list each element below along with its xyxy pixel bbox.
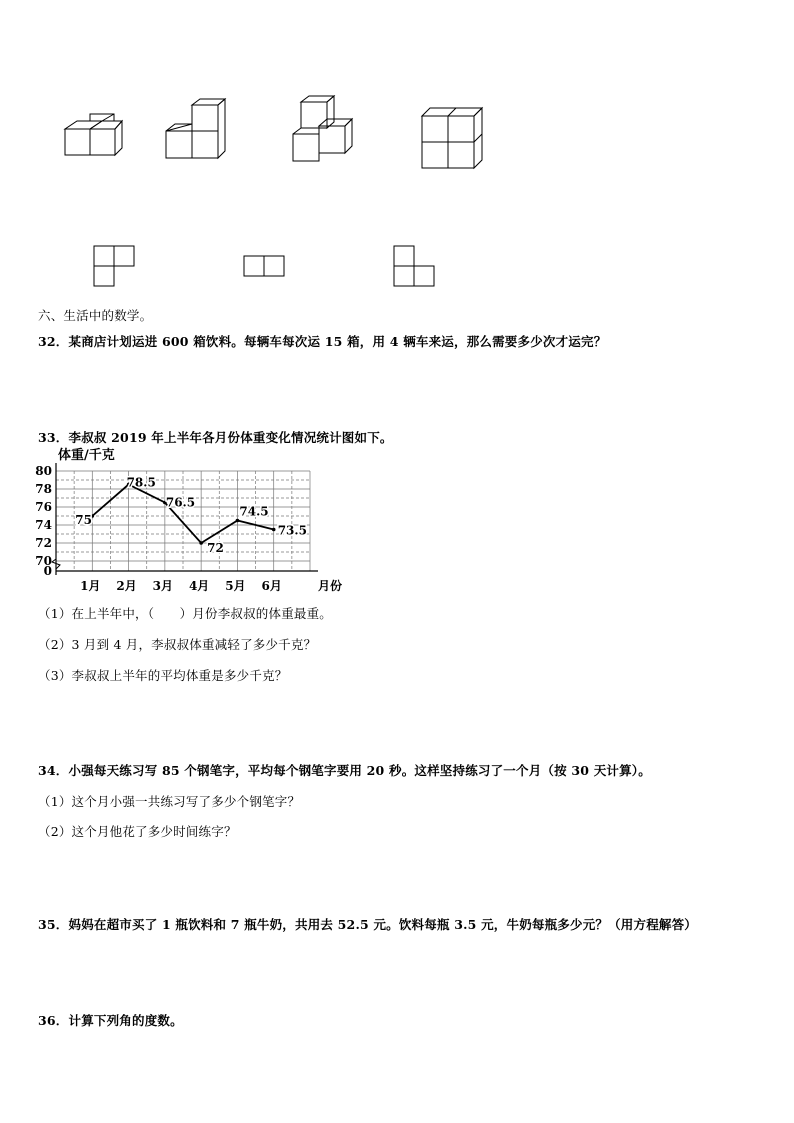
question-33-sub1: （1）在上半年中，（ ）月份李叔叔的体重最重。	[38, 606, 333, 621]
data-label: 75	[75, 513, 92, 527]
x-tick-label: 2月	[116, 579, 137, 593]
data-point	[272, 528, 276, 532]
question-35: 35．妈妈在超市买了 1 瓶饮料和 7 瓶牛奶，共用去 52.5 元。饮料每瓶 3.5 元，牛奶每瓶多少元？（用方程解答）	[38, 917, 697, 932]
cube-figure-2	[163, 98, 228, 162]
view-figure-1	[92, 244, 138, 290]
x-tick-label: 1月	[80, 579, 101, 593]
y-tick-label: 72	[35, 536, 52, 550]
question-34: 34．小强每天练习写 85 个钢笔字，平均每个钢笔字要用 20 秒。这样坚持练习了一个月（按 30 天计算）。	[38, 763, 651, 778]
y-tick-label: 80	[35, 464, 52, 478]
data-label: 74.5	[239, 504, 269, 519]
data-label: 73.5	[277, 523, 307, 538]
cube-figure-3	[290, 94, 362, 164]
data-point	[199, 541, 203, 545]
x-tick-label: 3月	[152, 579, 174, 593]
y-axis-label: 体重/千克	[58, 448, 115, 463]
data-label: 76.5	[165, 495, 196, 510]
data-label: 72	[207, 541, 224, 555]
x-tick-label: 4月	[188, 579, 210, 593]
x-axis-label: 月份	[317, 579, 343, 593]
question-33-sub3: （3）李叔叔上半年的平均体重是多少千克？	[38, 668, 288, 683]
x-tick-label: 6月	[261, 579, 282, 593]
y-tick-label: 76	[35, 500, 52, 514]
y-tick-label: 0	[43, 564, 52, 578]
question-32: 32．某商店计划运进 600 箱饮料。每辆车每次运 15 箱，用 4 辆车来运，那么需要多少次才运完？	[38, 334, 607, 349]
question-36: 36．计算下列角的度数。	[38, 1013, 183, 1028]
view-figure-3	[392, 244, 438, 290]
view-figure-2	[242, 254, 288, 280]
cube-figure-1	[60, 112, 130, 162]
x-tick-label: 5月	[225, 579, 246, 593]
question-34-sub2: （2）这个月他花了多少时间练字？	[38, 824, 237, 839]
question-33-sub2: （2）3 月到 4 月，李叔叔体重减轻了多少千克？	[38, 637, 317, 652]
question-33: 33．李叔叔 2019 年上半年各月份体重变化情况统计图如下。	[38, 430, 393, 445]
y-tick-label: 70	[35, 554, 52, 568]
data-point	[236, 519, 240, 523]
weight-line-chart	[30, 446, 350, 596]
section-heading: 六、生活中的数学。	[38, 308, 153, 323]
y-tick-label: 74	[35, 518, 52, 532]
question-34-sub1: （1）这个月小强一共练习写了多少个钢笔字？	[38, 794, 301, 809]
y-tick-label: 78	[35, 482, 52, 496]
cube-figure-4	[418, 104, 486, 170]
data-label: 78.5	[126, 475, 156, 490]
